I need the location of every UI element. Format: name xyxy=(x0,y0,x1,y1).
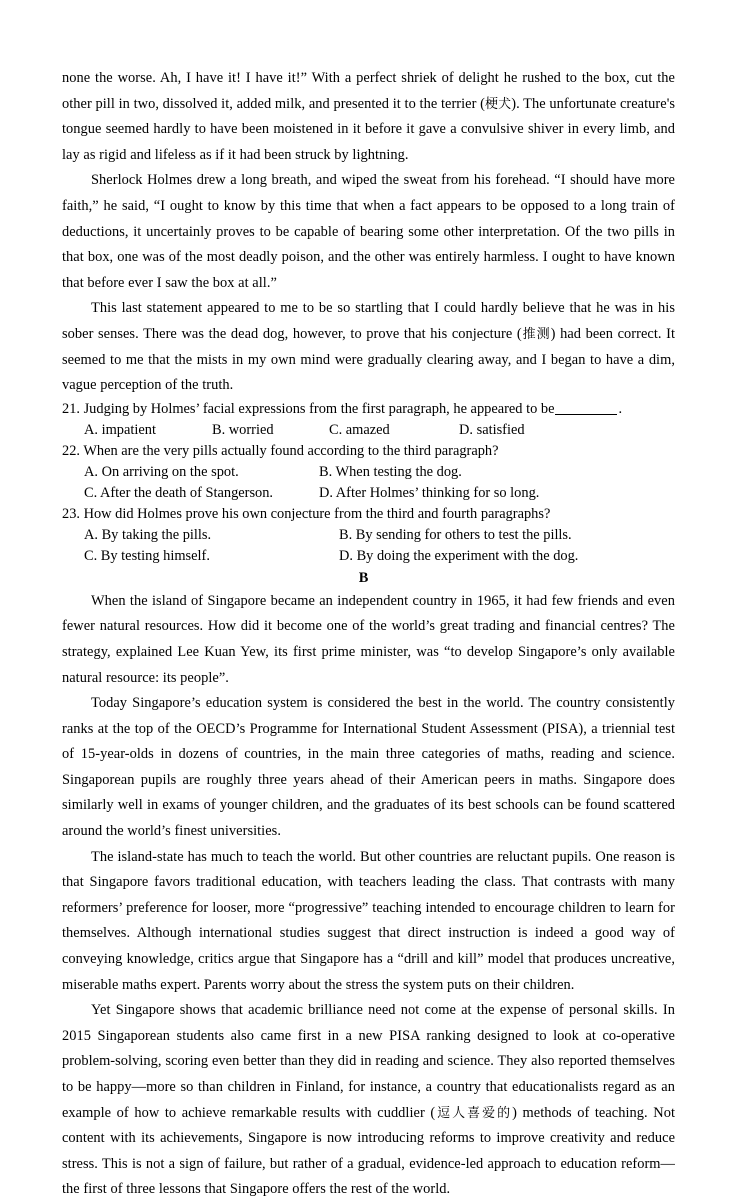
question-21-options xyxy=(62,420,675,441)
question-23-stem: 23. How did Holmes prove his own conjecture from the third and fourth paragraphs? xyxy=(62,505,551,522)
question-21-option-d[interactable]: D. satisfied xyxy=(459,421,525,438)
page-content xyxy=(62,66,675,1203)
question-21 xyxy=(62,399,675,441)
question-21-stem-tail: . xyxy=(618,400,623,417)
question-22-option-b[interactable]: B. When testing the dog. xyxy=(319,463,462,480)
question-21-stem-text: 21. Judging by Holmes’ facial expressions from the first paragraph, he appeared to be xyxy=(62,400,555,417)
question-23-option-b[interactable]: B. By sending for others to test the pills. xyxy=(339,526,572,543)
question-23-option-a[interactable]: A. By taking the pills. xyxy=(84,526,212,543)
question-23-option-d[interactable]: D. By doing the experiment with the dog. xyxy=(339,547,579,564)
question-22-options-row-2 xyxy=(62,483,675,504)
passage-a-paragraph-3: This last statement appeared to me to be so startling that I could hardly believe that he was in his sober senses. There was the dead dog, however, to prove that his conjecture (推测) had been correct. It seemed to me that the mists in my own mind were gradually clearing away, and I began to have a dim, vague perception of the truth. xyxy=(62,300,676,394)
question-22-options-row-1 xyxy=(62,462,675,483)
question-23-options-row-1 xyxy=(62,525,675,546)
question-22 xyxy=(62,441,675,504)
passage-b-paragraph-4: Yet Singapore shows that academic brilliance need not come at the expense of personal skills. In 2015 Singaporean students also came first in a new PISA ranking designed to look at co-operative problem-solving, scoring even better than they did in reading and science. They also reported themselves to be happy—more so than children in Finland, for instance, a country that educationalists regard as an example of how to achieve remarkable results with cuddlier (逗人喜爱的) methods of teaching. Not content with its achievements, Singapore is now introducing reforms to improve creativity and reduce stress. This is not a sign of failure, but rather of a gradual, evidence-led approach to education reform—the first of three lessons that Singapore offers the rest of the world. xyxy=(62,1002,675,1198)
question-23-options-row-2 xyxy=(62,546,675,567)
passage-b-paragraph-2: Today Singapore’s education system is considered the best in the world. The country consistently ranks at the top of the OECD’s Programme for International Student Assessment (PISA), a triennial test of 15-year-olds in dozens of countries, in the main three categories of maths, reading and science. Singaporean pupils are roughly three years ahead of their American peers in maths. Singapore does similarly well in exams of younger children, and the graduates of its best schools can be found scattered around the world’s finest universities. xyxy=(62,695,675,840)
question-21-answer-blank[interactable] xyxy=(555,414,617,415)
question-21-option-c[interactable]: C. amazed xyxy=(329,421,390,438)
question-21-stem xyxy=(62,399,675,420)
passage-b-paragraph-3: The island-state has much to teach the world. But other countries are reluctant pupils. One reason is that Singapore favors traditional education, with teachers leading the class. That contrasts with many reformers’ preference for looser, more “progressive” teaching intended to encourage children to learn for themselves. Although international studies suggest that direct instruction is indeed a good way of conveying knowledge, critics argue that Singapore has a “drill and kill” model that produces uncreative, miserable maths expert. Parents worry about the stress the system puts on their children. xyxy=(62,848,675,993)
question-22-option-d[interactable]: D. After Holmes’ thinking for so long. xyxy=(319,484,540,501)
passage-b-paragraph-1: When the island of Singapore became an independent country in 1965, it had few friends and even fewer natural resources. How did it become one of the world’s great trading and financial centres? The strategy, explained Lee Kuan Yew, its first prime minister, was “to develop Singapore’s only available natural resource: its people”. xyxy=(62,592,675,686)
section-b-heading: B xyxy=(358,569,369,586)
question-23 xyxy=(62,504,675,567)
question-21-option-b[interactable]: B. worried xyxy=(212,421,274,438)
question-23-option-c[interactable]: C. By testing himself. xyxy=(84,547,210,564)
passage-a-paragraph-2: Sherlock Holmes drew a long breath, and wiped the sweat from his forehead. “I should have more faith,” he said, “I ought to know by this time that when a fact appears to be opposed to a long train of deductions, it uncertainly proves to be capable of bearing some other interpretation. Of the two pills in that box, one was of the most deadly poison, and the other was entirely harmless. I ought to have known that before ever I saw the box at all.” xyxy=(62,172,675,291)
question-22-option-a[interactable]: A. On arriving on the spot. xyxy=(84,463,239,480)
question-22-stem: 22. When are the very pills actually found according to the third paragraph? xyxy=(62,442,499,459)
question-21-option-a[interactable]: A. impatient xyxy=(84,421,156,438)
passage-a-paragraph-1: none the worse. Ah, I have it! I have it!” With a perfect shriek of delight he rushed to the box, cut the other pill in two, dissolved it, added milk, and presented it to the terrier (梗犬). The unfortunate creature's tongue seemed hardly to have been moistened in it before it gave a convulsive shiver in every limb, and lay as rigid and lifeless as if it had been struck by lightning. xyxy=(62,70,675,163)
question-22-option-c[interactable]: C. After the death of Stangerson. xyxy=(84,484,274,501)
